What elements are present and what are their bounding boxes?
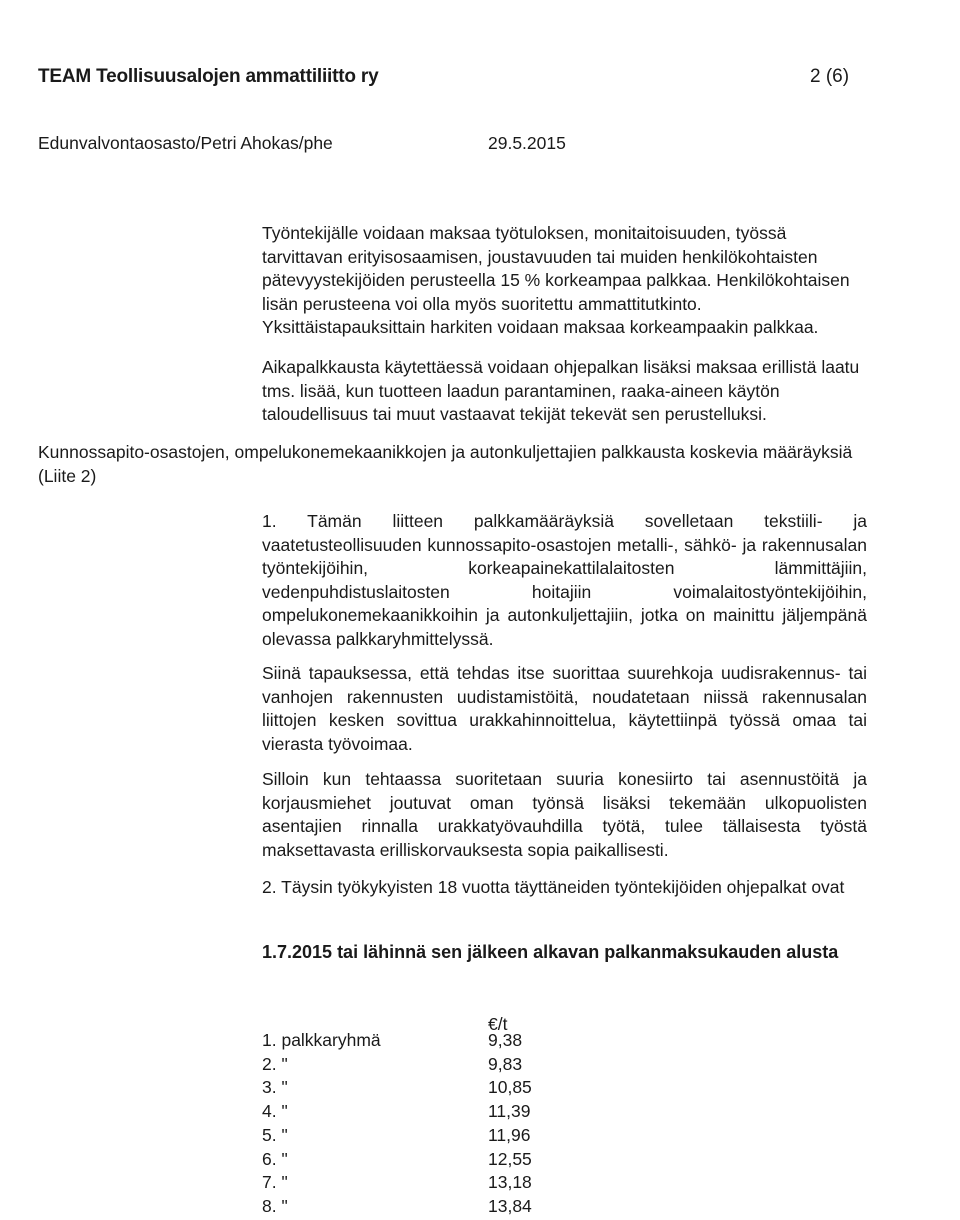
effective-date-heading: 1.7.2015 tai lähinnä sen jälkeen alkavan palkanmaksukauden alusta [262,942,839,962]
pay-group-value: 13,84 [488,1195,532,1216]
pay-group-label: 3. " [262,1077,288,1098]
pay-group-label: 7. " [262,1172,288,1193]
pay-group-value: 11,96 [488,1124,531,1145]
department-author: Edunvalvontaosasto/Petri Ahokas/phe [38,133,333,153]
paragraph-quality-bonus: Aikapalkkausta käytettäessä voidaan ohjepalkan lisäksi maksaa erillistä laatu tms. lisää, kun tuotteen laadun parantaminen, raaka-aineen käytön taloudellisuus tai muut vastaavat tekijät tekevät sen perustelluksi. [262,357,860,424]
pay-group-value: 9,38 [488,1030,523,1050]
pay-group-label: 4. " [262,1101,288,1122]
pay-group-label: 1. palkkaryhmä [262,1030,381,1050]
paragraph-construction: Siinä tapauksessa, että tehdas itse suorittaa suurehkoja uudisrakennus- tai vanhojen rakennusten uudistamistöitä, noudatetaan niissä rakennusalan liittojen kesken sovittua urakkahinnoittelua, käytettiinpä työssä omaa tai vierasta työvoimaa. [262,663,867,754]
table-row [262,1030,582,1054]
table-row [262,1101,582,1125]
table-row [262,1196,582,1220]
pay-group-label: 2. " [262,1053,288,1074]
pay-group-label: 5. " [262,1124,288,1145]
document-date: 29.5.2015 [488,133,566,153]
page-number: 2 (6) [810,66,850,87]
pay-group-value: 10,85 [488,1077,532,1098]
unit-label: €/t [488,1014,508,1034]
table-row [262,1077,582,1101]
pay-group-label: 8. " [262,1195,288,1216]
table-row [262,1054,582,1078]
paragraph-guide-wages: 2. Täysin työkykyisten 18 vuotta täyttäneiden työntekijöiden ohjepalkat ovat [262,877,845,897]
paragraph-scope: 1. Tämän liitteen palkkamääräyksiä sovelletaan tekstiili- ja vaatetusteollisuuden kunnossapito-osastojen metalli-, sähkö- ja rakennusalan työntekijöihin, korkeapainekattilalaitosten lämmittäjiin, vedenpuhdistuslaitosten hoitajiin voimalaitostyöntekijöihin, ompelukonemekaanikkoihin ja autonkuljettajiin, jotka on mainittu jäljempänä olevassa palkkaryhmittelyssä. [262,511,867,649]
paragraph-personal-allowance: Työntekijälle voidaan maksaa työtuloksen, monitaitoisuuden, työssä tarvittavan erityisosaamisen, joustavuuden tai muiden henkilökohtaisten pätevyystekijöiden perusteella 15 % korkeampaa palkkaa. Henkilökohtaisen lisän perusteena voi olla myös suoritettu ammattitutkinto. Yksittäistapauksittain harkiten voidaan maksaa korkeampaakin palkkaa. [262,223,850,337]
pay-group-label: 6. " [262,1148,288,1169]
organization-name: TEAM Teollisuusalojen ammattiliitto ry [38,66,379,87]
pay-group-value: 12,55 [488,1148,532,1169]
section-heading-maintenance: Kunnossapito-osastojen, ompelukonemekaanikkojen ja autonkuljettajien palkkausta koskevia määräyksiä (Liite 2) [38,442,853,486]
table-row [262,1149,582,1173]
table-row [262,1125,582,1149]
pay-group-value: 9,83 [488,1053,523,1074]
pay-group-value: 13,18 [488,1172,532,1193]
pay-group-value: 11,39 [488,1101,531,1122]
table-row [262,1172,582,1196]
paragraph-installation: Silloin kun tehtaassa suoritetaan suuria konesiirto tai asennustöitä ja korjausmiehet joutuvat oman työnsä lisäksi tekemään ulkopuolisten asentajien rinnalla urakkatyövauhdilla työtä, tulee tällaisesta työstä maksettavasta erilliskorvauksesta sopia paikallisesti. [262,769,867,860]
